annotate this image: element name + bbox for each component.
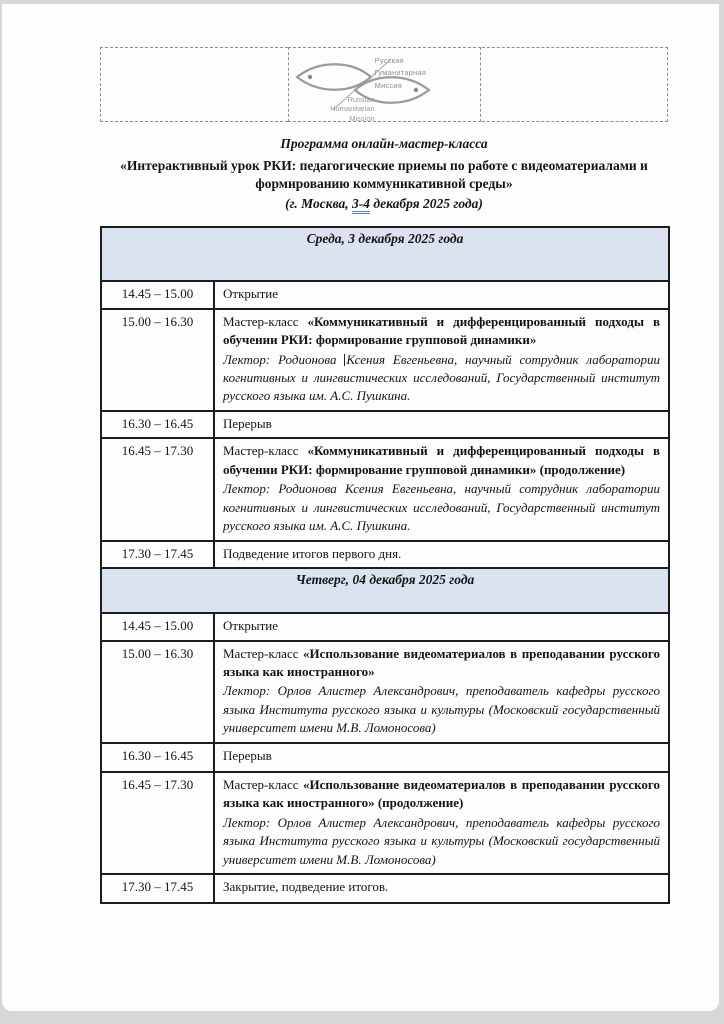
table-row <box>101 874 669 903</box>
session-title <box>223 442 660 479</box>
lecturer-info <box>223 351 660 406</box>
day2-header-row <box>101 568 669 613</box>
time-cell: 17.30 – 17.45 <box>101 541 214 568</box>
logo-en-line: Humanitarian <box>330 104 375 114</box>
session-title <box>223 776 660 813</box>
table-row <box>101 613 669 640</box>
session-title-bold: «Использование видеоматериалов в преподавании русского языка как иностранного» (продолжение) <box>223 776 661 811</box>
lecturer-text: Лектор: Родионова <box>223 351 345 367</box>
logo-ru-line: Русская <box>374 56 404 65</box>
letterhead-row <box>100 47 668 122</box>
dates-underlined: 3-4 <box>352 196 370 214</box>
lecturer-info: Лектор: Орлов Алистер Александрович, преподаватель кафедры русского языка Института русского языка и культуры (Московский государственный университет имени М.В. Ломоносова) <box>223 814 661 867</box>
lecturer-info: Лектор: Орлов Алистер Александрович, преподаватель кафедры русского языка Института русского языка и культуры (Московский государственный университет имени М.В. Ломоносова) <box>223 683 661 736</box>
day1-header-row <box>101 227 669 281</box>
event-cell: Подведение итогов первого дня. <box>214 541 669 568</box>
location-prefix: (г. Москва, <box>285 196 353 212</box>
program-subtitle: Программа онлайн-мастер-класса <box>280 136 488 151</box>
logo-ru-line: Гуманитарная <box>374 68 427 78</box>
time-cell: 16.30 – 16.45 <box>101 411 214 438</box>
day2-header: Четверг, 04 декабря 2025 года <box>101 568 669 613</box>
table-row <box>101 281 669 308</box>
location-suffix: декабря 2025 года) <box>370 196 483 212</box>
table-row <box>101 772 669 874</box>
lecturer-info: Лектор: Родионова Ксения Евгеньевна, научный сотрудник лаборатории когнитивных и лингвистических исследований, Государственный институт русского языка им. А.С. Пушкина. <box>223 481 661 534</box>
session-title-bold: «Коммуникативный и дифференцированный подходы в обучении РКИ: формирование групповой динамики» <box>223 313 661 348</box>
event-cell: Открытие <box>214 281 669 308</box>
event-cell <box>214 641 669 743</box>
table-row <box>101 438 669 540</box>
letterhead-cell-right <box>482 47 668 122</box>
program-location-date <box>100 195 668 214</box>
session-prefix: Мастер-класс <box>223 776 304 792</box>
session-title-bold: «Использование видеоматериалов в преподавании русского языка как иностранного» <box>223 645 661 680</box>
event-cell <box>214 309 669 411</box>
session-title <box>223 645 660 682</box>
table-row <box>101 309 669 411</box>
document-page <box>2 4 719 1011</box>
lecturer-text: Ксения Евгеньевна, научный сотрудник лаборатории когнитивных и лингвистических исследований, Государственный институт русского языка им. А.С. Пушкина. <box>223 351 661 404</box>
logo-en-line: Mission <box>349 113 375 123</box>
time-cell: 16.30 – 16.45 <box>101 743 214 772</box>
session-prefix: Мастер-класс <box>223 443 308 459</box>
session-prefix: Мастер-класс <box>223 313 308 329</box>
time-cell: 14.45 – 15.00 <box>101 281 214 308</box>
time-cell: 17.30 – 17.45 <box>101 874 214 903</box>
session-prefix: Мастер-класс <box>223 645 304 661</box>
letterhead-cell-logo <box>288 47 482 122</box>
logo-text-english <box>311 95 375 123</box>
time-cell: 15.00 – 16.30 <box>101 309 214 411</box>
event-cell: Закрытие, подведение итогов. <box>214 874 669 903</box>
event-cell <box>214 438 669 540</box>
logo-en-line: Russian <box>347 95 375 104</box>
time-cell: 16.45 – 17.30 <box>101 438 214 540</box>
session-title <box>223 313 660 350</box>
letterhead-cell-left <box>100 47 288 122</box>
event-cell: Открытие <box>214 613 669 640</box>
program-title: «Интерактивный урок РКИ: педагогические приемы по работе с видеоматериалами и формированию коммуникативной среды» <box>120 157 648 192</box>
time-cell: 16.45 – 17.30 <box>101 772 214 874</box>
table-row <box>101 743 669 772</box>
session-title-bold: «Коммуникативный и дифференцированный подходы в обучении РКИ: формирование групповой динамики» (продолжение) <box>223 443 661 477</box>
time-cell: 14.45 – 15.00 <box>101 613 214 640</box>
event-cell <box>214 772 669 874</box>
schedule-table <box>100 226 670 904</box>
logo-ru-line: Миссия <box>374 80 403 90</box>
logo-text-russian <box>375 55 426 92</box>
day1-header: Среда, 3 декабря 2025 года <box>101 227 669 281</box>
event-cell: Перерыв <box>214 743 669 772</box>
table-row <box>101 641 669 743</box>
document-content <box>100 47 668 904</box>
event-cell: Перерыв <box>214 411 669 438</box>
table-row <box>101 541 669 568</box>
table-row <box>101 411 669 438</box>
time-cell: 15.00 – 16.30 <box>101 641 214 743</box>
title-block <box>100 135 668 214</box>
